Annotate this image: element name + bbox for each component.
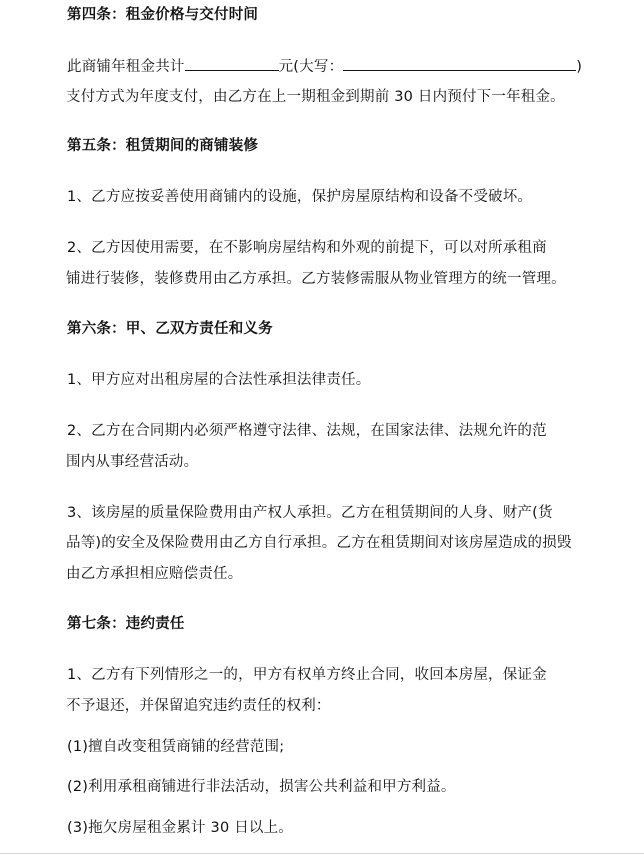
article-6-item-1: 1、甲方应对出租房屋的合法性承担法律责任。 (67, 372, 371, 388)
rent-amount-words-blank (343, 56, 576, 71)
rent-amount-prefix: 此商铺年租金共计 (67, 59, 185, 75)
payment-terms: 支付方式为年度支付，由乙方在上一期租金到期前 30 日内预付下一年租金。 (66, 89, 565, 105)
article-5-item-2-line-2: 铺进行装修，装修费用由乙方承担。乙方装修需服从物业管理方的统一管理。 (66, 271, 566, 287)
article-7-item-1-line-2: 不予退还，并保留追究违约责任的权利： (66, 698, 331, 714)
article-6-item-2-line-1: 2、乙方在合同期内必须严格遵守法律、法规，在国家法律、法规允许的范 (67, 423, 547, 439)
article-6-item-3-line-2: 品等)的安全及保险费用由乙方自行承担。乙方在租赁期间对该房屋造成的损毁 (66, 535, 572, 551)
article-7-sub-item-2: (2)利用承租商铺进行非法活动，损害公共利益和甲方利益。 (67, 779, 456, 795)
article-6-item-2-line-2: 围内从事经营活动。 (66, 454, 199, 470)
rent-amount-mid: 元(大写： (278, 59, 344, 75)
article-7-sub-item-3: (3)拖欠房屋租金累计 30 日以上。 (67, 820, 294, 836)
article-5-heading: 第五条：租赁期间的商铺装修 (67, 137, 259, 154)
article-6-item-3-line-3: 由乙方承担相应赔偿责任。 (66, 566, 243, 582)
article-5-item-1: 1、乙方应按妥善使用商铺内的设施，保护房屋原结构和设备不受破坏。 (67, 189, 533, 205)
rent-amount-suffix: ) (576, 59, 583, 75)
article-7-heading: 第七条：违约责任 (67, 615, 185, 632)
article-5-item-2-line-1: 2、乙方因使用需要，在不影响房屋结构和外观的前提下，可以对所承租商 (67, 240, 547, 256)
article-6-heading: 第六条：甲、乙双方责任和义务 (67, 320, 273, 337)
rent-amount-blank (185, 56, 279, 71)
article-4-heading: 第四条：租金价格与交付时间 (67, 6, 259, 23)
rent-amount-line (67, 56, 582, 77)
article-7-item-1-line-1: 1、乙方有下列情形之一的，甲方有权单方终止合同，收回本房屋，保证金 (67, 667, 547, 683)
page-bottom-rule (0, 853, 644, 854)
article-7-sub-item-1: (1)擅自改变租赁商铺的经营范围; (67, 739, 285, 755)
article-6-item-3-line-1: 3、该房屋的质量保险费用由产权人承担。乙方在租赁期间的人身、财产(货 (67, 505, 553, 521)
